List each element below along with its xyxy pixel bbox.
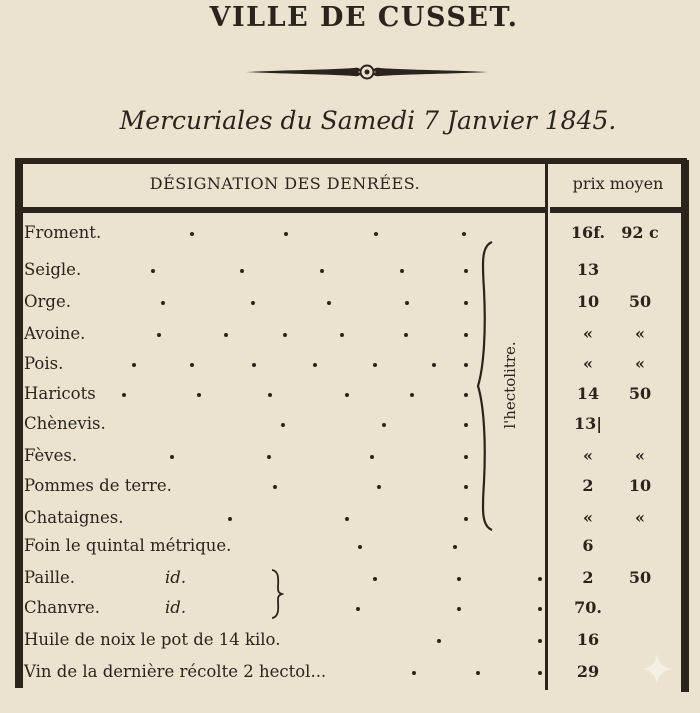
leader-dot bbox=[412, 671, 416, 675]
leader-dot bbox=[464, 517, 468, 521]
leader-dot bbox=[340, 333, 344, 337]
header-underline-right bbox=[550, 207, 681, 213]
leader-dot bbox=[400, 269, 404, 273]
table-row bbox=[0, 662, 700, 692]
price-centimes: 92 c bbox=[621, 223, 659, 242]
price-francs: 70. bbox=[574, 598, 602, 617]
product-label: Froment. bbox=[24, 223, 102, 242]
price-centimes: « bbox=[635, 324, 645, 343]
unit-hectolitre-label: l'hectolitre. bbox=[501, 341, 519, 429]
price-francs: « bbox=[583, 324, 593, 343]
id-group-brace-icon bbox=[268, 568, 284, 620]
leader-dot bbox=[464, 455, 468, 459]
leader-dot bbox=[464, 333, 468, 337]
leader-dot bbox=[432, 363, 436, 367]
header-underline-left bbox=[23, 207, 545, 213]
table-row bbox=[0, 414, 700, 444]
leader-dot bbox=[267, 455, 271, 459]
product-label: Orge. bbox=[24, 292, 71, 311]
leader-dot bbox=[190, 363, 194, 367]
price-francs: 16f. bbox=[570, 223, 606, 242]
leader-dot bbox=[157, 333, 161, 337]
table-row bbox=[0, 508, 700, 538]
leader-dot bbox=[382, 423, 386, 427]
product-label: Vin de la dernière récolte 2 hectol... bbox=[24, 662, 327, 681]
leader-dot bbox=[464, 393, 468, 397]
designation-header: DÉSIGNATION DES DENRÉES. bbox=[149, 174, 421, 193]
product-label: Seigle. bbox=[24, 260, 82, 279]
price-francs: 14 bbox=[576, 384, 600, 403]
leader-dot bbox=[405, 301, 409, 305]
table-row bbox=[0, 536, 700, 566]
grain-group-brace-icon bbox=[476, 240, 498, 532]
price-francs: 2 bbox=[582, 476, 594, 495]
leader-dot bbox=[377, 485, 381, 489]
leader-dot bbox=[327, 301, 331, 305]
leader-dot bbox=[151, 269, 155, 273]
leader-dot bbox=[410, 393, 414, 397]
price-francs: 10 bbox=[576, 292, 600, 311]
product-label: Avoine. bbox=[24, 324, 86, 343]
leader-dot bbox=[268, 393, 272, 397]
leader-dot bbox=[161, 301, 165, 305]
product-label: Paille. bbox=[24, 568, 76, 587]
leader-dot bbox=[457, 607, 461, 611]
leader-dot bbox=[538, 577, 542, 581]
table-row bbox=[0, 223, 700, 253]
table-row bbox=[0, 324, 700, 354]
product-label: Pois. bbox=[24, 354, 64, 373]
product-label: Chataignes. bbox=[24, 508, 124, 527]
leader-dot bbox=[252, 363, 256, 367]
price-centimes: « bbox=[635, 508, 645, 527]
price-francs: 2 bbox=[582, 568, 594, 587]
leader-dot bbox=[404, 333, 408, 337]
leader-dot bbox=[283, 333, 287, 337]
price-centimes: 50 bbox=[628, 568, 652, 587]
table-row bbox=[0, 476, 700, 506]
leader-dot bbox=[464, 485, 468, 489]
leader-dot bbox=[320, 269, 324, 273]
leader-dot bbox=[464, 363, 468, 367]
table-row bbox=[0, 260, 700, 290]
leader-dot bbox=[358, 545, 362, 549]
leader-dot bbox=[240, 269, 244, 273]
table-row bbox=[0, 446, 700, 476]
leader-dot bbox=[538, 639, 542, 643]
product-label: Chanvre. bbox=[24, 598, 100, 617]
price-francs: 29 bbox=[576, 662, 600, 681]
product-label: Haricots bbox=[24, 384, 96, 403]
leader-dot bbox=[457, 577, 461, 581]
table-row bbox=[0, 598, 700, 628]
ditto-mark: id. bbox=[165, 568, 187, 587]
leader-dot bbox=[345, 393, 349, 397]
leader-dot bbox=[462, 232, 466, 236]
leader-dot bbox=[437, 639, 441, 643]
price-francs: « bbox=[583, 508, 593, 527]
leader-dot bbox=[538, 607, 542, 611]
table-row bbox=[0, 630, 700, 660]
price-francs: 13| bbox=[573, 414, 603, 433]
leader-dot bbox=[538, 671, 542, 675]
leader-dot bbox=[251, 301, 255, 305]
ornament-divider-icon bbox=[244, 60, 490, 84]
leader-dot bbox=[374, 232, 378, 236]
leader-dot bbox=[345, 517, 349, 521]
leader-dot bbox=[373, 577, 377, 581]
leader-dot bbox=[228, 517, 232, 521]
leader-dot bbox=[370, 455, 374, 459]
ditto-mark: id. bbox=[165, 598, 187, 617]
leader-dot bbox=[132, 363, 136, 367]
leader-dot bbox=[224, 333, 228, 337]
price-centimes: 50 bbox=[628, 384, 652, 403]
price-centimes: « bbox=[635, 354, 645, 373]
leader-dot bbox=[281, 423, 285, 427]
leader-dot bbox=[476, 671, 480, 675]
leader-dot bbox=[190, 232, 194, 236]
price-francs: 16 bbox=[576, 630, 600, 649]
price-francs: « bbox=[583, 354, 593, 373]
price-francs: 6 bbox=[582, 536, 594, 555]
leader-dot bbox=[464, 301, 468, 305]
leader-dot bbox=[284, 232, 288, 236]
table-row bbox=[0, 568, 700, 598]
leader-dot bbox=[453, 545, 457, 549]
leader-dot bbox=[313, 363, 317, 367]
sparkle-icon bbox=[640, 652, 674, 686]
product-label: Pommes de terre. bbox=[24, 476, 172, 495]
leader-dot bbox=[464, 269, 468, 273]
product-label: Fèves. bbox=[24, 446, 78, 465]
leader-dot bbox=[170, 455, 174, 459]
price-header: prix moyen bbox=[572, 174, 664, 193]
table-top-rule bbox=[15, 158, 687, 164]
price-francs: « bbox=[583, 446, 593, 465]
price-centimes: 10 bbox=[628, 476, 652, 495]
market-date-subtitle: Mercuriales du Samedi 7 Janvier 1845. bbox=[119, 106, 617, 135]
leader-dot bbox=[464, 423, 468, 427]
town-title: VILLE DE CUSSET. bbox=[209, 2, 519, 33]
leader-dot bbox=[373, 363, 377, 367]
table-row bbox=[0, 384, 700, 414]
product-label: Huile de noix le pot de 14 kilo. bbox=[24, 630, 281, 649]
table-row bbox=[0, 292, 700, 322]
leader-dot bbox=[197, 393, 201, 397]
product-label: Chènevis. bbox=[24, 414, 106, 433]
price-francs: 13 bbox=[576, 260, 600, 279]
price-centimes: « bbox=[635, 446, 645, 465]
leader-dot bbox=[122, 393, 126, 397]
leader-dot bbox=[356, 607, 360, 611]
leader-dot bbox=[273, 485, 277, 489]
price-centimes: 50 bbox=[628, 292, 652, 311]
table-row bbox=[0, 354, 700, 384]
product-label: Foin le quintal métrique. bbox=[24, 536, 232, 555]
